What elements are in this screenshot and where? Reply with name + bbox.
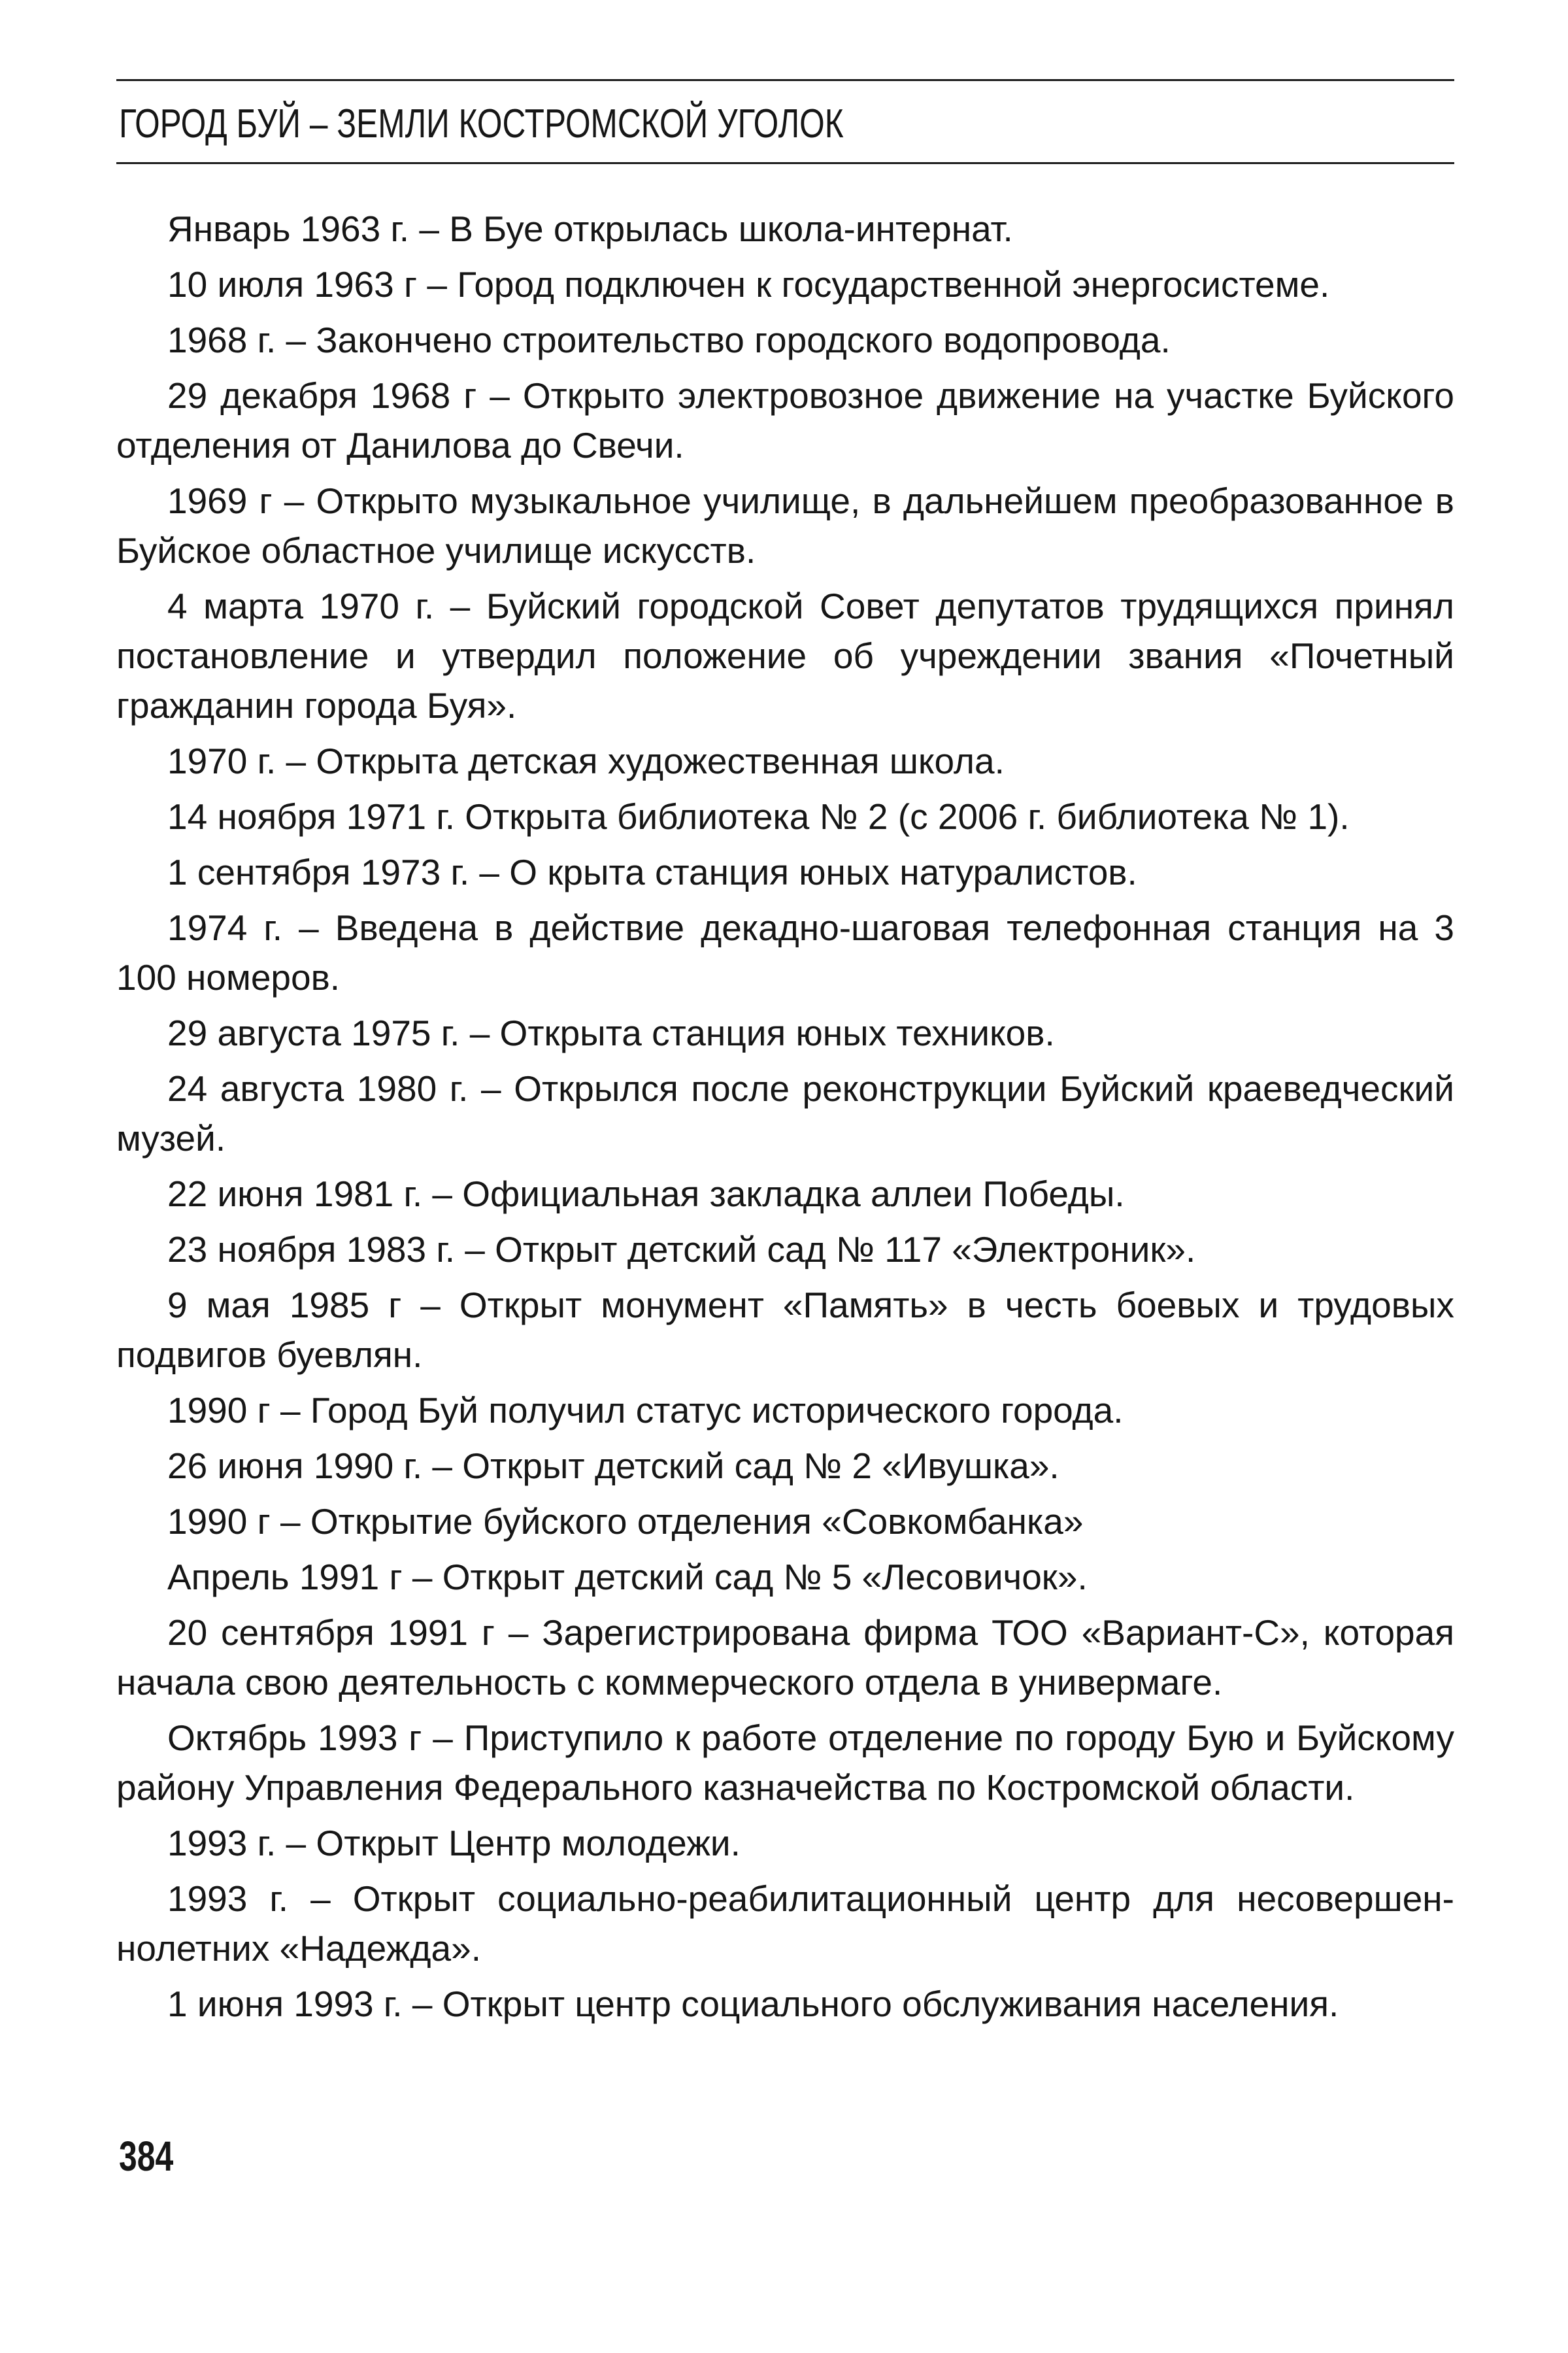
chronology-entry: 1968 г. – Закончено строительство городского водопровода. xyxy=(167,320,1171,360)
page-number: 384 xyxy=(119,2133,174,2180)
chronology-entry: 1970 г. – Открыта детская художественная школа. xyxy=(167,741,1005,781)
chronology-entry: 1974 г. – Введена в действие декадно-шаговая телефонная станция на 3 100 номеров. xyxy=(116,907,1454,998)
header-bottom-rule xyxy=(116,162,1454,164)
running-head: ГОРОД БУЙ – ЗЕМЛИ КОСТРОМСКОЙ УГОЛОК xyxy=(119,101,844,146)
chronology-entry: Октябрь 1993 г – Приступило к работе отделение по городу Бую и Буйскому району Управления Федерального казначейства по Костромской области. xyxy=(116,1718,1454,1808)
chronology-entry: 29 августа 1975 г. – Открыта станция юных техников. xyxy=(167,1013,1055,1053)
chronology-entry: 22 июня 1981 г. – Официальная закладка аллеи Победы. xyxy=(167,1174,1125,1214)
chronology-entry: 1 сентября 1973 г. – О крыта станция юных натуралистов. xyxy=(167,852,1137,892)
chronology-entry: Апрель 1991 г – Открыт детский сад № 5 «Лесовичок». xyxy=(167,1557,1088,1597)
chronology-entry: 23 ноября 1983 г. – Открыт детский сад № 117 «Электроник». xyxy=(167,1229,1196,1270)
chronology-entry: 1990 г – Открытие буйского отделения «Совкомбанка» xyxy=(167,1501,1084,1542)
chronology-entry: 14 ноября 1971 г. Открыта библиотека № 2 (с 2006 г. библиотека № 1). xyxy=(167,796,1350,837)
chronology-entry: 4 марта 1970 г. – Буйский городской Совет депутатов трудящихся принял постановление и утвердил положение об учреждении звания «Почетный гражданин города Буя». xyxy=(116,586,1454,726)
chronology-entry: 10 июля 1963 г – Город подключен к государственной энергосистеме. xyxy=(167,264,1330,305)
chronology-entry: 26 июня 1990 г. – Открыт детский сад № 2 «Ивушка». xyxy=(167,1446,1059,1486)
chronology-entry: 9 мая 1985 г – Открыт монумент «Память» в честь боевых и трудовых подвигов буевлян. xyxy=(116,1285,1454,1375)
chronology-entry: 29 декабря 1968 г – Открыто электровозное движение на участке Буйского отделения от Данилова до Свечи. xyxy=(116,375,1454,466)
chronology-entry: 1 июня 1993 г. – Открыт центр социального обслуживания населения. xyxy=(167,1984,1339,2024)
chronology-text xyxy=(116,204,1454,2035)
chronology-entry: 24 августа 1980 г. – Открылся после реконструкции Буйский краеведческий музей. xyxy=(116,1068,1454,1159)
chronology-entry: 1969 г – Открыто музыкальное училище, в дальнейшем преобразованное в Буйское областное училище искусств. xyxy=(116,481,1454,571)
chronology-entry: 1993 г. – Открыт Центр молодежи. xyxy=(167,1823,741,1863)
chronology-entry: Январь 1963 г. – В Буе открылась школа-интернат. xyxy=(167,209,1013,249)
chronology-entry: 20 сентября 1991 г – Зарегистрирована фирма ТОО «Вариант-С», которая начала свою деятельность с коммерческого отдела в универмаге. xyxy=(116,1612,1454,1702)
chronology-entry: 1993 г. – Открыт социально-реабилитационный центр для несовершеннолетних «Надежда». xyxy=(116,1878,1454,1969)
header-top-rule xyxy=(116,79,1454,81)
chronology-entry: 1990 г – Город Буй получил статус исторического города. xyxy=(167,1390,1124,1430)
